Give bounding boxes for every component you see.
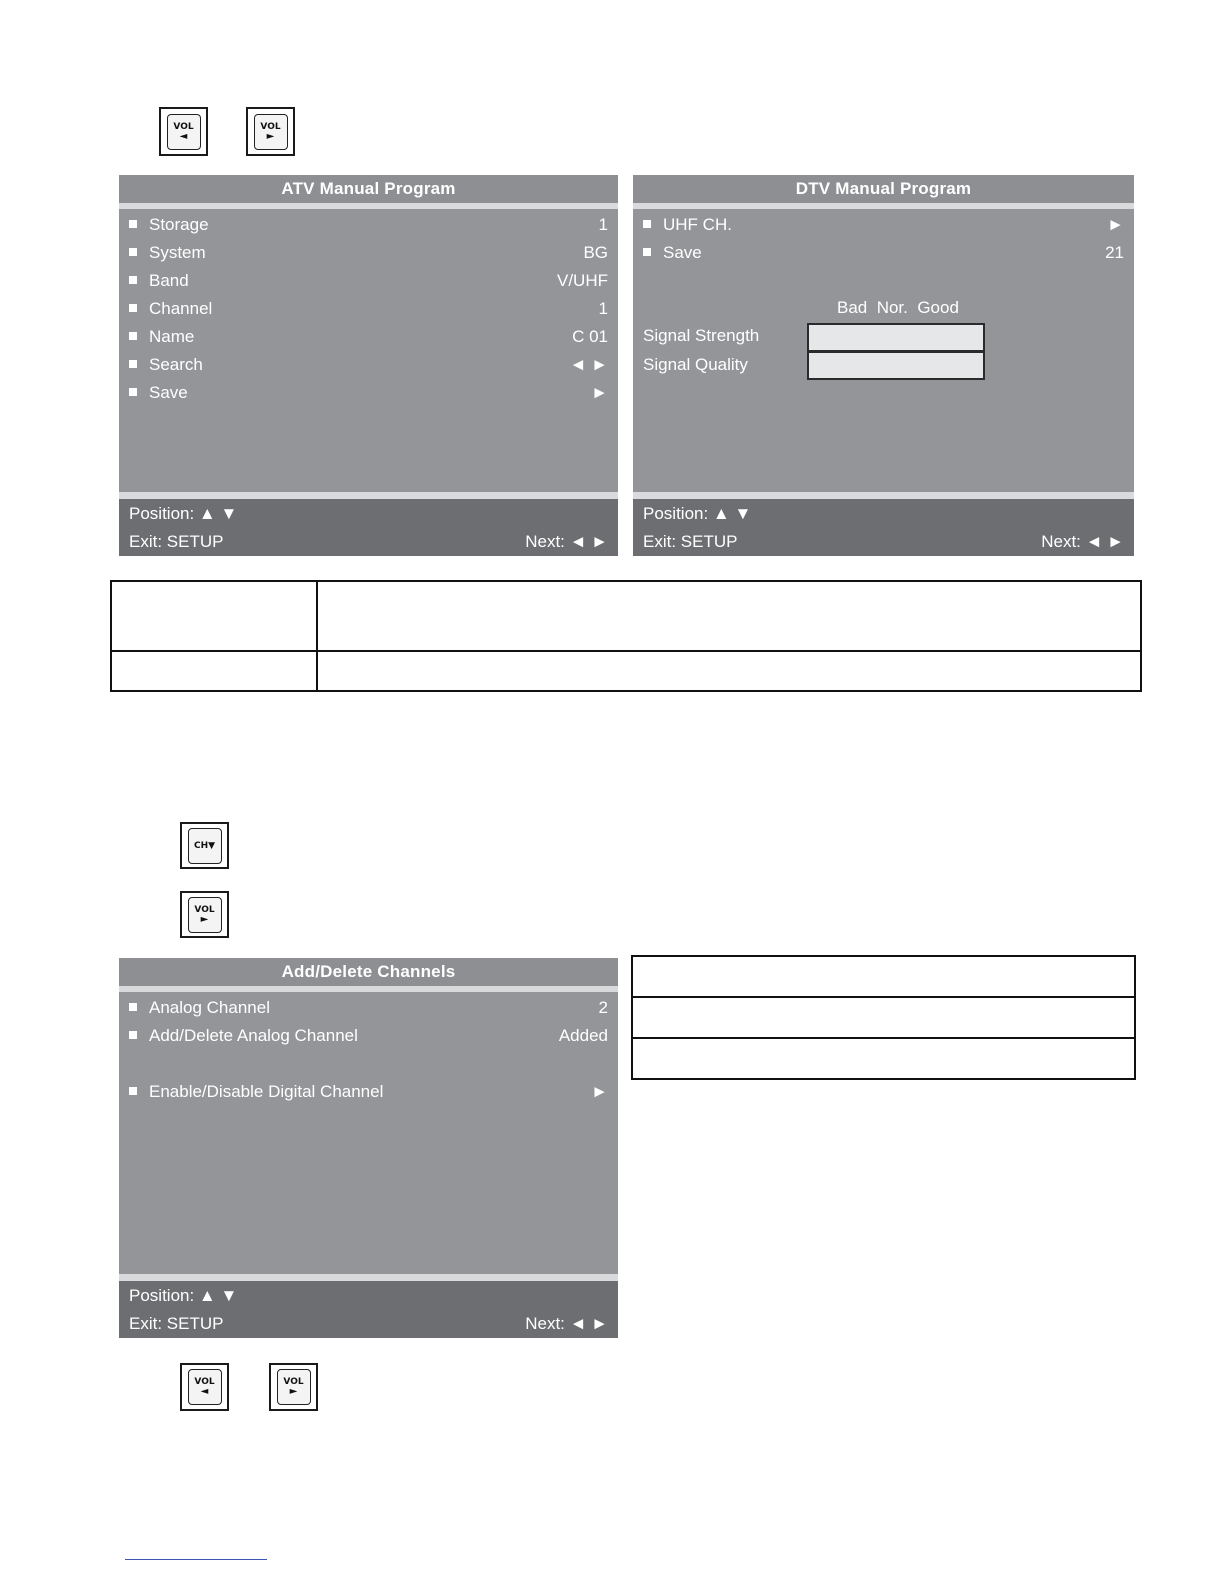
menu-item-enable-disable-digital[interactable] xyxy=(129,1079,608,1105)
menu-item-save[interactable] xyxy=(643,240,1124,266)
vol-right-key[interactable] xyxy=(246,107,295,156)
table-row xyxy=(632,1038,1135,1079)
menu-item-label: UHF CH. xyxy=(663,215,732,234)
menu-item-analog-channel[interactable] xyxy=(129,995,608,1021)
table-cell xyxy=(632,1038,1135,1079)
signal-quality-label: Signal Quality xyxy=(643,355,748,374)
menu-item-value: Added xyxy=(558,1026,608,1045)
menu-item-value: BG xyxy=(583,243,608,262)
bullet-icon xyxy=(129,332,137,340)
menu-item-label: Analog Channel xyxy=(149,998,270,1017)
ch-down-key[interactable] xyxy=(180,822,229,869)
bullet-icon xyxy=(129,304,137,312)
key-label: VOL xyxy=(194,904,215,915)
menu-item-label: Storage xyxy=(149,215,209,234)
menu-item-system[interactable] xyxy=(129,240,608,266)
menu-item-search[interactable] xyxy=(129,352,608,378)
menu-item-label: Save xyxy=(149,383,188,402)
signal-scale-labels: Bad Nor. Good xyxy=(837,298,959,317)
menu-item-save[interactable] xyxy=(129,380,608,406)
adddel-footer xyxy=(119,1281,618,1338)
menu-item-label: Save xyxy=(663,243,702,262)
menu-item-channel[interactable] xyxy=(129,296,608,322)
ch-down-icon xyxy=(188,828,222,864)
vol-right-key-3[interactable] xyxy=(269,1363,318,1411)
footer-exit-line xyxy=(643,529,1124,555)
menu-item-label: Search xyxy=(149,355,203,374)
footer-position: Position: ▲ ▼ xyxy=(129,1286,238,1305)
dtv-title: DTV Manual Program xyxy=(633,175,1134,203)
key-arrow: ◄ xyxy=(200,1386,209,1397)
side-table xyxy=(631,955,1136,1080)
footer-position: Position: ▲ ▼ xyxy=(643,504,752,523)
key-arrow: ► xyxy=(266,130,275,142)
signal-strength-bar xyxy=(807,323,985,352)
divider xyxy=(119,1274,618,1281)
atv-title: ATV Manual Program xyxy=(119,175,618,203)
table-cell xyxy=(111,651,317,691)
menu-item-value: V/UHF xyxy=(557,271,608,290)
dtv-footer xyxy=(633,499,1134,556)
bullet-icon xyxy=(129,1031,137,1039)
table-row xyxy=(111,651,1141,691)
menu-item-value: ► xyxy=(1107,215,1124,234)
table-cell xyxy=(111,581,317,651)
menu-item-label: Channel xyxy=(149,299,213,318)
bullet-icon xyxy=(129,360,137,368)
add-delete-channels-panel xyxy=(119,958,618,1338)
table-cell xyxy=(632,956,1135,997)
footer-exit-line xyxy=(129,529,608,555)
key-arrow: ► xyxy=(289,1386,298,1397)
description-table xyxy=(110,580,1142,692)
key-label: VOL xyxy=(173,121,194,132)
menu-item-band[interactable] xyxy=(129,268,608,294)
key-label: VOL xyxy=(260,121,281,132)
key-label: VOL xyxy=(194,1377,215,1387)
menu-item-uhf-ch[interactable] xyxy=(643,212,1124,238)
menu-item-value: ◄ ► xyxy=(569,355,608,374)
bullet-icon xyxy=(129,248,137,256)
vol-left-icon xyxy=(188,1369,222,1405)
menu-item-value: ► xyxy=(591,383,608,402)
vol-right-icon xyxy=(254,114,288,150)
adddel-title: Add/Delete Channels xyxy=(119,958,618,986)
table-row xyxy=(632,956,1135,997)
menu-item-value: C 01 xyxy=(572,327,608,346)
footer-next: Next: ◄ ► xyxy=(525,1314,608,1333)
table-cell xyxy=(317,581,1141,651)
footer-exit: Exit: SETUP xyxy=(643,532,738,551)
vol-right-key-2[interactable] xyxy=(180,891,229,938)
dtv-manual-program-panel xyxy=(633,175,1134,556)
key-arrow: ► xyxy=(200,913,209,925)
key-label: VOL xyxy=(283,1377,304,1387)
footer-next: Next: ◄ ► xyxy=(525,532,608,551)
vol-right-icon xyxy=(188,897,222,933)
bullet-icon xyxy=(643,220,651,228)
menu-item-name[interactable] xyxy=(129,324,608,350)
atv-footer xyxy=(119,499,618,556)
menu-item-value: 21 xyxy=(1105,243,1124,262)
bullet-icon xyxy=(129,388,137,396)
divider xyxy=(633,203,1134,209)
key-label: CH▼ xyxy=(193,840,216,851)
divider xyxy=(119,492,618,499)
table-cell xyxy=(317,651,1141,691)
menu-item-label: Enable/Disable Digital Channel xyxy=(149,1082,384,1101)
menu-item-value: 1 xyxy=(598,299,608,318)
divider xyxy=(119,203,618,209)
vol-left-icon xyxy=(167,114,201,150)
footer-next: Next: ◄ ► xyxy=(1041,532,1124,551)
menu-item-label: System xyxy=(149,243,206,262)
footnote-rule xyxy=(125,1559,267,1560)
menu-item-add-delete-analog[interactable] xyxy=(129,1023,608,1049)
menu-item-storage[interactable] xyxy=(129,212,608,238)
bullet-icon xyxy=(129,276,137,284)
menu-item-value: 1 xyxy=(598,215,608,234)
footer-position: Position: ▲ ▼ xyxy=(129,504,238,523)
bullet-icon xyxy=(129,220,137,228)
signal-strength-label: Signal Strength xyxy=(643,326,760,345)
table-cell xyxy=(632,997,1135,1038)
vol-left-key-2[interactable] xyxy=(180,1363,229,1411)
menu-item-label: Band xyxy=(149,271,189,290)
vol-left-key[interactable] xyxy=(159,107,208,156)
menu-item-label: Add/Delete Analog Channel xyxy=(149,1026,358,1045)
vol-right-icon xyxy=(277,1369,311,1405)
divider xyxy=(633,492,1134,499)
table-row xyxy=(632,997,1135,1038)
menu-item-value: 2 xyxy=(598,998,608,1017)
footer-exit: Exit: SETUP xyxy=(129,532,224,551)
footer-exit-line xyxy=(129,1311,608,1337)
table-row xyxy=(111,581,1141,651)
bullet-icon xyxy=(643,248,651,256)
bullet-icon xyxy=(129,1087,137,1095)
footer-exit: Exit: SETUP xyxy=(129,1314,224,1333)
bullet-icon xyxy=(129,1003,137,1011)
divider xyxy=(119,986,618,992)
signal-quality-bar xyxy=(807,351,985,380)
atv-manual-program-panel xyxy=(119,175,618,556)
menu-item-value: ► xyxy=(591,1082,608,1101)
menu-item-label: Name xyxy=(149,327,195,346)
key-arrow: ◄ xyxy=(179,130,188,142)
